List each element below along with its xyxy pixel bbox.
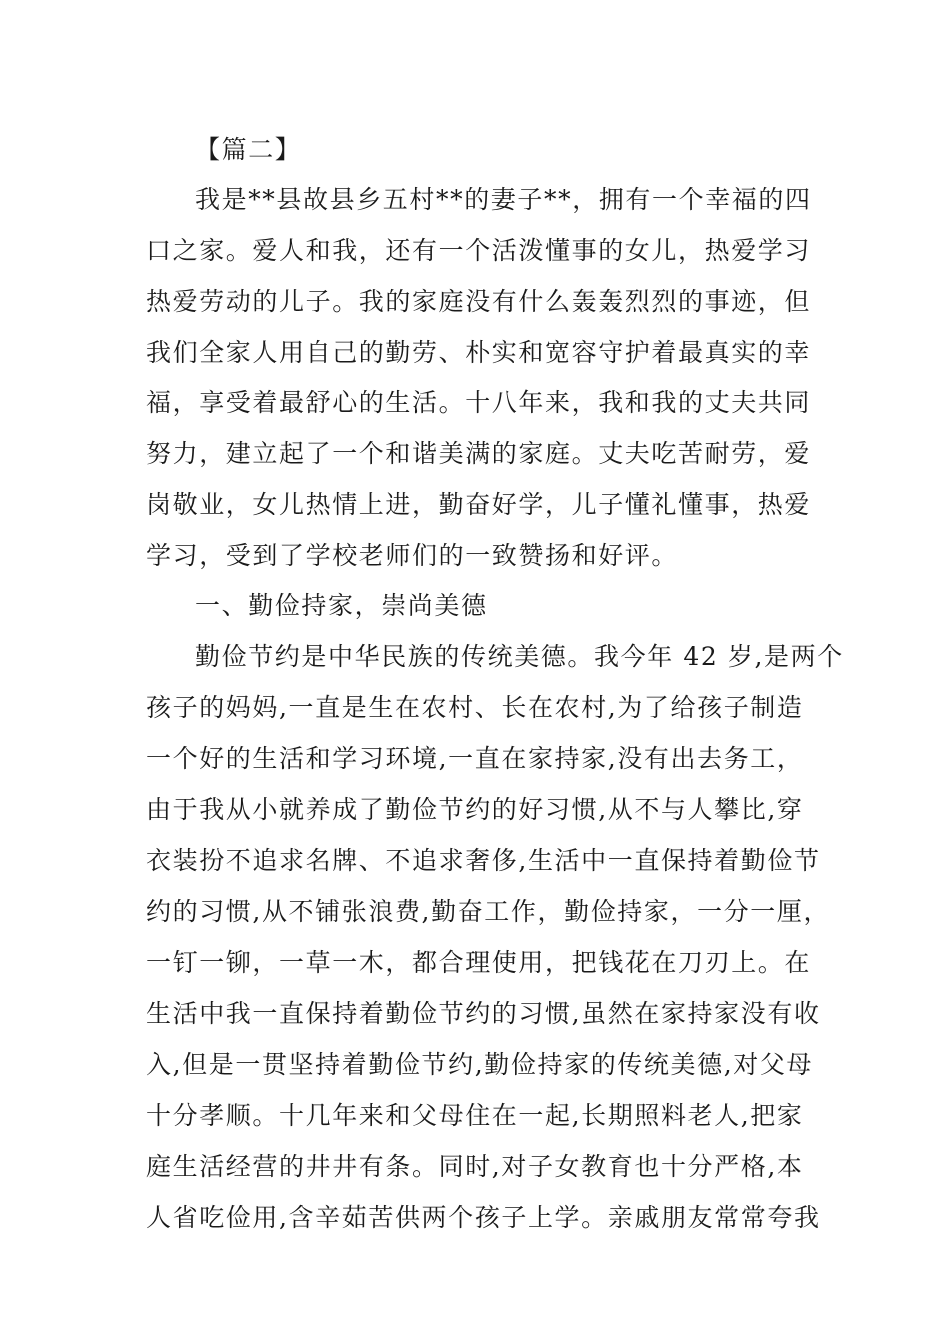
paragraph-line: 入,但是一贯坚持着勤俭节约,勤俭持家的传统美德,对父母 — [146, 1050, 814, 1079]
paragraph-line: 勤俭节约是中华民族的传统美德。我今年 42 岁,是两个 — [195, 642, 844, 671]
paragraph-line: 岗敬业，女儿热情上进，勤奋好学，儿子懂礼懂事，热爱 — [146, 490, 812, 519]
paragraph-line: 口之家。爱人和我，还有一个活泼懂事的女儿，热爱学习 — [146, 236, 812, 265]
paragraph-line: 约的习惯,从不铺张浪费,勤奋工作，勤俭持家，一分一厘， — [146, 897, 831, 926]
paragraph-line: 努力，建立起了一个和谐美满的家庭。丈夫吃苦耐劳，爱 — [146, 439, 812, 468]
paragraph-line: 一钉一铆，一草一木，都合理使用，把钱花在刀刃上。在 — [146, 948, 812, 977]
subheading: 一、勤俭持家，崇尚美德 — [195, 591, 488, 620]
paragraph-line: 十分孝顺。十几年来和父母住在一起,长期照料老人,把家 — [146, 1101, 804, 1130]
paragraph-line: 生活中我一直保持着勤俭节约的习惯,虽然在家持家没有收 — [146, 999, 821, 1028]
paragraph-line: 孩子的妈妈,一直是生在农村、长在农村,为了给孩子制造 — [146, 693, 804, 722]
paragraph-line: 由于我从小就养成了勤俭节约的好习惯,从不与人攀比,穿 — [146, 795, 804, 824]
paragraph-line: 学习，受到了学校老师们的一致赞扬和好评。 — [146, 541, 679, 570]
paragraph-line: 一个好的生活和学习环境,一直在家持家,没有出去务工， — [146, 744, 804, 773]
paragraph-line: 我们全家人用自己的勤劳、朴实和宽容守护着最真实的幸 — [146, 338, 812, 367]
paragraph-line: 人省吃俭用,含辛茹苦供两个孩子上学。亲戚朋友常常夸我 — [146, 1203, 821, 1232]
paragraph-line: 热爱劳动的儿子。我的家庭没有什么轰轰烈烈的事迹，但 — [146, 287, 812, 316]
paragraph-line: 衣装扮不追求名牌、不追求奢侈,生活中一直保持着勤俭节 — [146, 846, 821, 875]
paragraph-line: 我是**县故县乡五村**的妻子**，拥有一个幸福的四 — [195, 185, 812, 214]
paragraph-line: 福，享受着最舒心的生活。十八年来，我和我的丈夫共同 — [146, 388, 812, 417]
section-title: 【篇二】 — [195, 135, 302, 164]
paragraph-line: 庭生活经营的井井有条。同时,对子女教育也十分严格,本 — [146, 1152, 804, 1181]
